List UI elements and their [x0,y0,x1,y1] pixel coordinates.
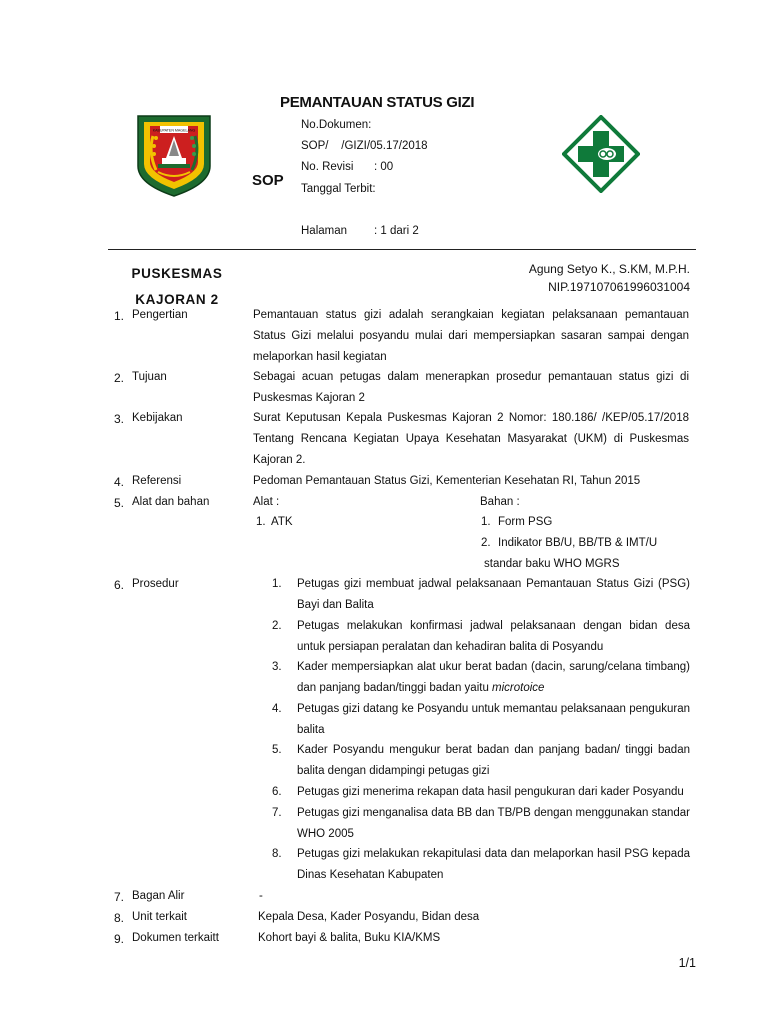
section-number: 3. [114,412,125,426]
step-number: 4. [272,703,282,715]
puskesmas-line1: PUSKESMAS [131,266,223,281]
section-number: 6. [114,578,125,592]
section-number: 4. [114,475,125,489]
regency-logo-text: KABUPATEN MAGELANG [152,128,196,133]
alat-item-number: 1. [256,516,266,528]
section-label-prosedur: Prosedur [132,578,179,590]
regency-logo [136,114,212,198]
step-number: 6. [272,786,282,798]
signer-block [529,260,690,296]
page-number: 1/1 [678,956,696,970]
section-label-referensi: Referensi [132,475,182,487]
referensi-text: Pedoman Pemantauan Status Gizi, Kementerian Kesehatan RI, Tahun 2015 [253,475,641,487]
halaman-label: Halaman [301,225,348,237]
pengertian-text: Pemantauan status gizi adalah serangkaian kegiatan pelaksanaan pemantauan Status Gizi melalui posyandu mulai dari mempersiapkan sasaran sampai dengan melaporkan hasil kegiatan [253,309,689,363]
section-number: 9. [114,932,125,946]
section-label-pengertian: Pengertian [132,309,188,321]
step-text: Kader mempersiapkan alat ukur berat badan (dacin, sarung/celana timbang) dan panjang badan/tinggi badan yaitu [297,661,690,694]
bahan-item: Form PSG [498,516,553,528]
puskesmas-line2: KAJORAN 2 [135,292,219,307]
puskesmas-name [128,262,226,311]
step-number: 3. [272,661,282,673]
alat-item: ATK [271,516,293,528]
step-text: Petugas gizi menganalisa data BB dan TB/PB dengan menggunakan standar WHO 2005 [297,807,690,840]
step-text: Petugas melakukan konfirmasi jadwal pelaksanaan dengan bidan desa untuk persiapan peralatan dan kehadiran balita di Posyandu [297,620,690,653]
no-revisi-label: No. Revisi [301,161,354,173]
sop-label: SOP [252,172,284,189]
bahan-item-continuation: standar baku WHO MGRS [484,558,620,570]
kebijakan-text: Surat Keputusan Kepala Puskesmas Kajoran 2 Nomor: 180.186/ /KEP/05.17/2018 Tentang Rencana Kegiatan Upaya Kesehatan Masyarakat (UKM) di Puskesmas Kajoran 2. [253,412,689,466]
step-text: Petugas gizi menerima rekapan data hasil pengukuran dari kader Posyandu [297,786,684,798]
section-label-kebijakan: Kebijakan [132,412,183,424]
section-label-bagan-alir: Bagan Alir [132,890,185,902]
no-dokumen-value: SOP/ /GIZI/05.17/2018 [301,140,428,152]
section-label-tujuan: Tujuan [132,371,167,383]
step-number: 2. [272,620,282,632]
no-revisi-value: : 00 [374,161,394,173]
halaman-value: : 1 dari 2 [374,225,419,237]
step-text-italic: microtoice [492,682,545,694]
header-divider [108,249,696,250]
bagan-alir-text: - [259,890,263,902]
step-number: 5. [272,744,282,756]
step-number: 8. [272,848,282,860]
no-dokumen-label: No.Dokumen: [301,119,372,131]
section-label-alat-bahan: Alat dan bahan [132,496,210,508]
section-number: 1. [114,309,125,323]
section-number: 7. [114,890,125,904]
bahan-item-number: 2. [481,537,491,549]
signer-name: Agung Setyo K., S.KM, M.P.H. [528,262,690,276]
dokumen-terkait-text: Kohort bayi & balita, Buku KIA/KMS [258,932,441,944]
step-text: Kader Posyandu mengukur berat badan dan panjang badan/ tinggi badan balita dengan didampingi petugas gizi [297,744,690,777]
tujuan-text: Sebagai acuan petugas dalam menerapkan prosedur pemantauan status gizi di Puskesmas Kajoran 2 [253,371,689,404]
step-text: Petugas gizi melakukan rekapitulasi data dan melaporkan hasil PSG kepada Dinas Kesehatan Kabupaten [297,848,690,881]
section-number: 5. [114,496,125,510]
puskesmas-logo [562,115,640,193]
bahan-item-number: 1. [481,516,491,528]
unit-terkait-text: Kepala Desa, Kader Posyandu, Bidan desa [258,911,480,923]
step-text: Petugas gizi datang ke Posyandu untuk memantau pelaksanaan pengukuran balita [297,703,690,736]
tanggal-terbit-label: Tanggal Terbit: [301,183,376,195]
step-text: Petugas gizi membuat jadwal pelaksanaan Pemantauan Status Gizi (PSG) Bayi dan Balita [297,578,690,611]
section-number: 8. [114,911,125,925]
step-number: 7. [272,807,282,819]
bahan-item: Indikator BB/U, BB/TB & IMT/U [498,537,658,549]
step-number: 1. [272,578,282,590]
signer-nip: NIP.197107061996031004 [548,280,690,294]
bahan-heading: Bahan : [480,496,520,508]
section-number: 2. [114,371,125,385]
section-label-dokumen-terkait: Dokumen terkaitt [132,932,219,944]
alat-heading: Alat : [253,496,280,508]
document-title: PEMANTAUAN STATUS GIZI [280,94,475,111]
section-label-unit-terkait: Unit terkait [132,911,187,923]
step-text-wrapper [297,657,690,699]
